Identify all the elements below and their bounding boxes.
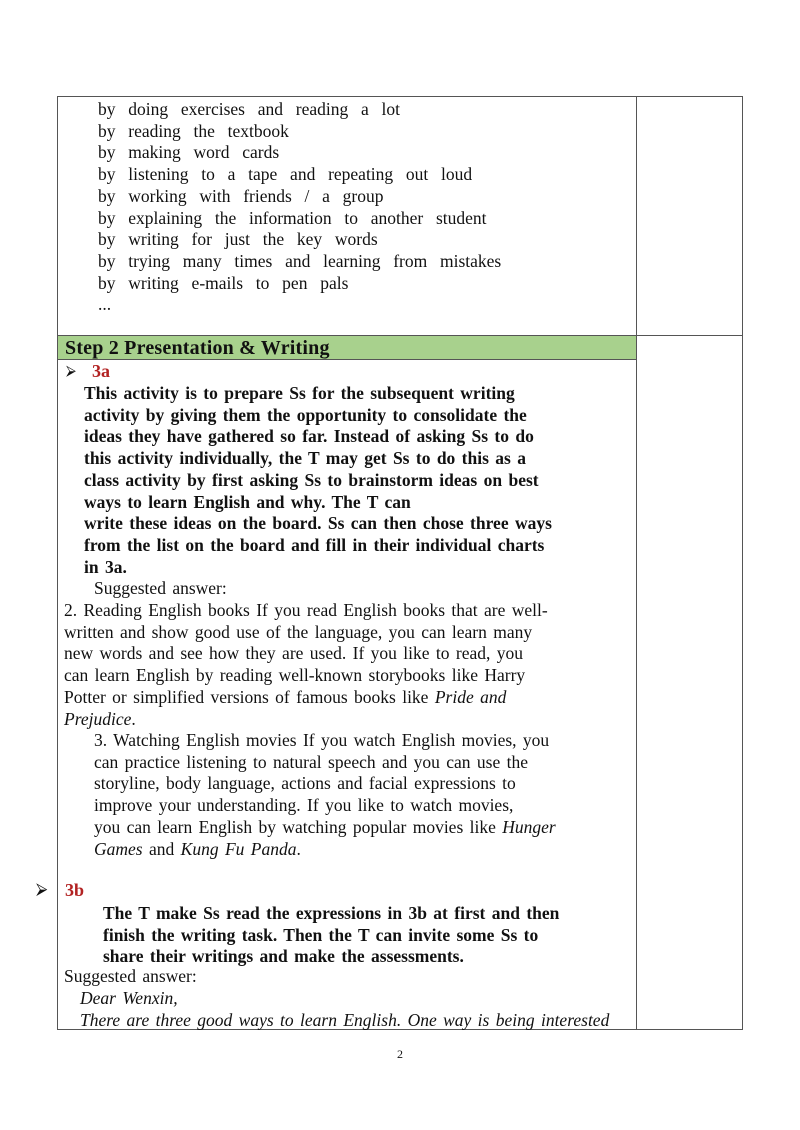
intro-3a: This activity is to prepare Ss for the subsequent writing activity by giving them the opportunity to consolidate the ideas they have gathered so far. Instead of asking Ss to do this activity individually, the T may get Ss to do this as a class activity by first asking Ss to brainstorm ideas on best ways to learn English and why. The T can write these ideas on the board. Ss can then chose three ways from the list on the board and fill in their individual charts in 3a. bbox=[84, 383, 552, 577]
list-item: by writing for just the key words bbox=[98, 229, 378, 250]
answer-2: 2. Reading English books If you read English books that are well- written and show good use of the language, you can learn many new words and see how they are used. If you like to read, you can learn English by reading well-known storybooks like Harry Potter or simplified versions of famous books like Pride and Prejudice. bbox=[64, 600, 548, 729]
list-item: ... bbox=[98, 294, 112, 315]
lesson-table bbox=[57, 96, 743, 1030]
column-divider bbox=[636, 97, 637, 1029]
list-item: by reading the textbook bbox=[98, 120, 289, 141]
list-item: by explaining the information to another student bbox=[98, 207, 487, 228]
list-item: by making word cards bbox=[98, 142, 280, 163]
answer-3: 3. Watching English movies If you watch English movies, you can practice listening to natural speech and you can use the storyline, body language, actions and facial expressions to improve your understanding. If you like to watch movies, you can learn English by watching popular movies like Hunger Games and Kung Fu Panda. bbox=[94, 730, 556, 859]
step1-method-list bbox=[98, 99, 628, 316]
suggested-answer-label: Suggested answer: bbox=[94, 578, 227, 598]
page-number: 2 bbox=[397, 1047, 403, 1061]
list-item: by doing exercises and reading a lot bbox=[98, 99, 400, 119]
list-item: by listening to a tape and repeating out loud bbox=[98, 164, 473, 185]
list-item: by working with friends / a group bbox=[98, 185, 384, 206]
label-3b: 3b bbox=[65, 880, 85, 900]
row-divider-right bbox=[636, 335, 743, 336]
letter-text: Dear Wenxin, There are three good ways to learn English. One way is being interested bbox=[80, 988, 610, 1030]
list-item: by trying many times and learning from mistakes bbox=[98, 250, 502, 271]
suggested-answer-label-3b: Suggested answer: bbox=[64, 966, 197, 986]
intro-3b: The T make Ss read the expressions in 3b at first and then finish the writing task. Then the T can invite some Ss to share their writings and make the assessments. bbox=[103, 903, 560, 967]
arrow-bullet-icon: ⮚ bbox=[36, 881, 48, 898]
arrow-bullet-icon: ⮚ bbox=[66, 364, 76, 379]
step2-heading: Step 2 Presentation & Writing bbox=[65, 337, 330, 359]
step2-heading-row bbox=[58, 336, 636, 360]
label-3a: 3a bbox=[92, 361, 110, 381]
list-item: by writing e-mails to pen pals bbox=[98, 272, 349, 293]
